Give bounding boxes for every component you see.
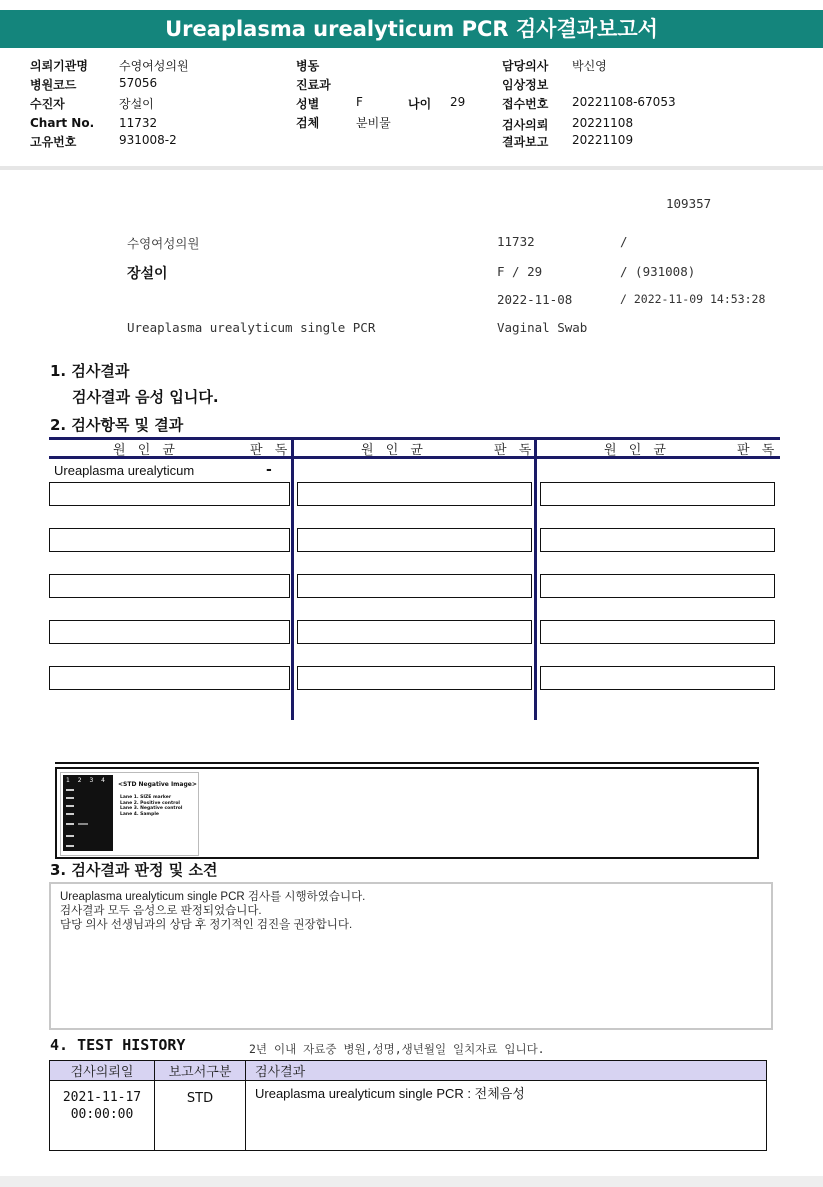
result-box xyxy=(297,528,532,552)
header-value: 931008-2 xyxy=(119,133,177,147)
header-label: 검체 xyxy=(296,116,320,130)
receipt-date: 2022-11-08 xyxy=(497,292,573,307)
header-label: 진료과 xyxy=(296,78,331,92)
column-header-organism: 원 인 균 xyxy=(604,443,670,458)
history-row xyxy=(50,1081,767,1151)
result-box xyxy=(297,482,532,506)
birth-date: / (931008) xyxy=(620,264,696,279)
gel-band xyxy=(66,789,74,791)
header-value: 20221108 xyxy=(572,116,634,130)
history-col-header: 검사결과 xyxy=(246,1061,767,1081)
history-note: 2년 이내 자료중 병원,성명,생년월일 일치자료 입니다. xyxy=(249,1042,545,1056)
history-time: 00:00:00 xyxy=(70,1107,134,1122)
grid-divider xyxy=(291,437,294,720)
gel-legend-item: Lane 2. Positive control xyxy=(120,800,180,806)
header-label: Chart No. xyxy=(30,116,95,130)
gel-band xyxy=(66,805,74,807)
patient-name: 장설이 xyxy=(127,266,168,282)
gel-band xyxy=(66,835,74,837)
header-label: 수진자 xyxy=(30,97,65,111)
gel-legend-item: Lane 3. Negative control xyxy=(120,806,183,811)
section1-heading: 1. 검사결과 xyxy=(50,362,130,380)
sex-age: F / 29 xyxy=(497,264,543,279)
history-table xyxy=(49,1060,767,1151)
section3-heading: 3. 검사결과 판정 및 소견 xyxy=(50,861,218,879)
header-value: 11732 xyxy=(119,116,158,130)
result-box xyxy=(540,482,775,506)
result-box xyxy=(49,620,290,644)
header-value: 박신영 xyxy=(572,59,607,73)
column-header-result: 판 독 xyxy=(737,443,779,458)
header-value: 20221109 xyxy=(572,133,634,147)
header-label: 결과보고 xyxy=(502,135,549,149)
divider-line xyxy=(55,762,759,764)
header-label: 의뢰기관명 xyxy=(30,59,88,73)
result-box xyxy=(49,574,290,598)
gel-band xyxy=(66,797,74,799)
header-value: 수영여성의원 xyxy=(119,59,189,73)
opinion-box xyxy=(49,882,773,1030)
slash: / xyxy=(620,234,628,249)
header-label: 나이 xyxy=(408,97,432,111)
result-box xyxy=(540,620,775,644)
result-box xyxy=(297,666,532,690)
column-header-result: 판 독 xyxy=(494,443,536,458)
history-date-cell xyxy=(50,1081,155,1151)
header-label: 병원코드 xyxy=(30,78,77,92)
header-separator xyxy=(0,166,823,170)
gel-image xyxy=(60,772,199,856)
history-result: Ureaplasma urealyticum single PCR : 전체음성 xyxy=(246,1081,767,1151)
opinion-line: Ureaplasma urealyticum single PCR 검사를 시행하였습니다. xyxy=(60,891,366,903)
result-box xyxy=(540,666,775,690)
specimen: Vaginal Swab xyxy=(497,320,588,335)
result-box xyxy=(540,574,775,598)
column-header-organism: 원 인 균 xyxy=(113,443,179,458)
report-datetime: / 2022-11-09 14:53:28 xyxy=(620,292,766,306)
result-box xyxy=(49,482,290,506)
gel-band xyxy=(78,823,88,825)
header-label: 접수번호 xyxy=(502,97,549,111)
report-number: 109357 xyxy=(666,196,712,211)
gel-legend-item: Lane 4. Sample xyxy=(120,811,159,817)
header-label: 성별 xyxy=(296,97,320,111)
header-value: F xyxy=(356,95,363,109)
chart-number: 11732 xyxy=(497,234,535,249)
gel-photo xyxy=(63,775,113,851)
gel-band xyxy=(66,823,74,825)
section4-heading: 4. TEST HISTORY xyxy=(50,1036,186,1054)
gel-band xyxy=(66,845,74,847)
report-title: Ureaplasma urealyticum PCR 검사결과보고서 xyxy=(0,10,823,48)
header-label: 임상정보 xyxy=(502,78,549,92)
header-value: 분비물 xyxy=(356,116,391,130)
history-type: STD xyxy=(155,1081,246,1151)
result-box xyxy=(49,666,290,690)
column-header-result: 판 독 xyxy=(250,443,292,458)
page-bottom-strip xyxy=(0,1176,823,1187)
gel-lane-numbers: 1 2 3 4 xyxy=(66,777,108,784)
history-col-header: 검사의뢰일 xyxy=(50,1061,155,1081)
history-date: 2021-11-17 xyxy=(62,1090,142,1105)
header-label: 담당의사 xyxy=(502,59,549,73)
header-value: 장설이 xyxy=(119,97,154,111)
column-header-organism: 원 인 균 xyxy=(361,443,427,458)
gel-legend xyxy=(120,795,182,817)
result-box xyxy=(49,528,290,552)
opinion-line: 검사결과 모두 음성으로 판정되었습니다. xyxy=(60,905,262,917)
header-value: 57056 xyxy=(119,76,158,90)
header-label: 병동 xyxy=(296,59,320,73)
opinion-line: 담당 의사 선생님과의 상담 후 정기적인 검진을 권장합니다. xyxy=(60,919,353,931)
grid-divider xyxy=(534,437,537,720)
test-name: Ureaplasma urealyticum single PCR xyxy=(127,320,376,335)
result-box xyxy=(540,528,775,552)
gel-title: <STD Negative Image> xyxy=(118,781,197,788)
hospital-name: 수영여성의원 xyxy=(127,236,200,251)
header-value: 20221108-67053 xyxy=(572,95,676,109)
section1-result: 검사결과 음성 입니다. xyxy=(72,388,219,406)
gel-legend-item: Lane 1. SIZE marker xyxy=(120,795,172,800)
gel-band xyxy=(66,813,74,815)
result-box xyxy=(297,620,532,644)
header-label: 고유번호 xyxy=(30,135,77,149)
history-header-row xyxy=(50,1061,767,1081)
organism-name: Ureaplasma urealyticum xyxy=(54,463,195,478)
section2-heading: 2. 검사항목 및 결과 xyxy=(50,416,184,434)
header-label: 검사의뢰 xyxy=(502,118,549,132)
history-col-header: 보고서구분 xyxy=(155,1061,246,1081)
result-box xyxy=(297,574,532,598)
header-value: 29 xyxy=(450,95,466,109)
organism-result: - xyxy=(266,462,272,478)
